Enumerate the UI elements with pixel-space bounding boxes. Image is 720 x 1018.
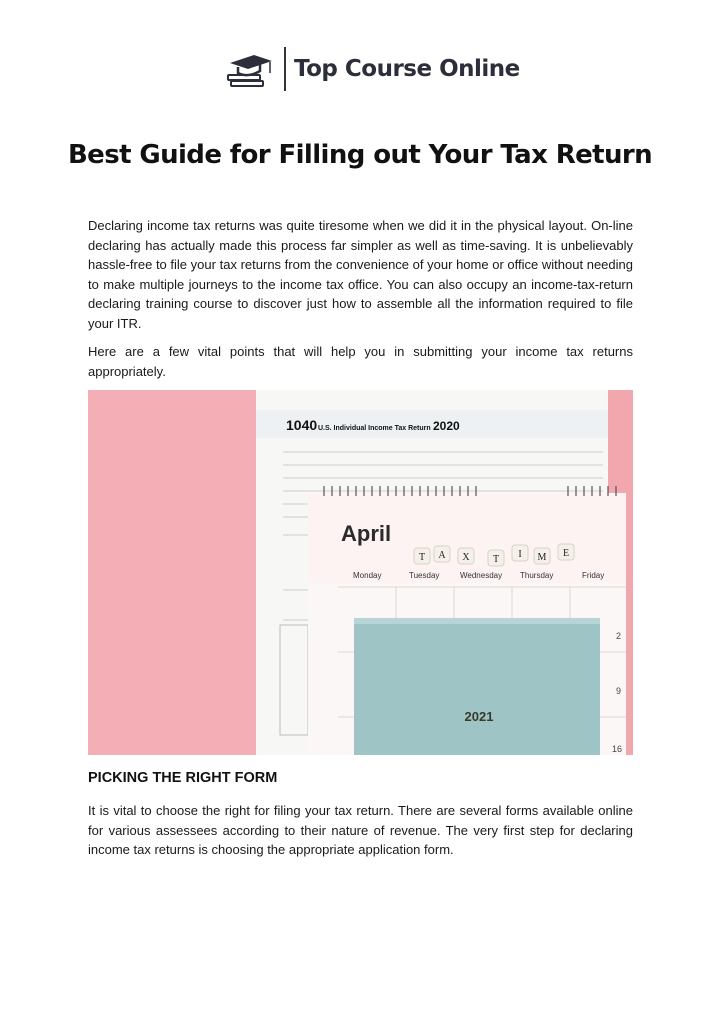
tile-letter: T — [418, 552, 426, 563]
brand-logo — [226, 46, 520, 92]
book-year: 2021 — [464, 709, 494, 724]
weekday-label: Tuesday — [409, 571, 440, 580]
tile-letter: X — [462, 552, 470, 563]
tile-letter: M — [537, 552, 547, 563]
calendar-date: 2 — [616, 631, 622, 641]
notebook-2021 — [354, 618, 600, 755]
tax-return-photo — [88, 390, 633, 755]
weekday-label: Monday — [353, 571, 382, 580]
weekday-label: Friday — [582, 571, 605, 580]
calendar-date: 16 — [612, 744, 623, 754]
form-year: 2020 — [433, 419, 460, 433]
logo-divider — [284, 47, 286, 91]
tile-letter: E — [562, 548, 570, 559]
graduation-cap-books-icon — [226, 49, 274, 89]
form-title: U.S. Individual Income Tax Return — [318, 425, 431, 432]
tile-letter: T — [492, 554, 500, 565]
intro-paragraph-1: Declaring income tax returns was quite tiresome when we did it in the physical layout. On-line declaring has actually made this process far simpler as well as time-saving. It is unbelievably hassle-free to file your tax returns from the convenience of your home or office without needing to make multiple journeys to the income tax office. You can also occupy an income-tax-return declaring training course to discover just how to assemble all the information required to file your ITR. — [88, 218, 633, 331]
form-number: 1040 — [286, 417, 318, 433]
calendar-date: 9 — [616, 686, 622, 696]
calendar-month: April — [341, 521, 392, 546]
brand-name: Top Course Online — [294, 56, 520, 82]
section-heading: PICKING THE RIGHT FORM — [88, 770, 278, 786]
tile-letter: A — [438, 550, 446, 561]
section-paragraph: It is vital to choose the right for filing your tax return. There are several forms available online for various assessees according to their nature of revenue. The very first step for declaring income tax returns is choosing the appropriate application form. — [88, 803, 633, 858]
tile-letter: I — [518, 549, 522, 560]
page-title: Best Guide for Filling out Your Tax Return — [67, 140, 653, 170]
weekday-label: Wednesday — [460, 571, 503, 580]
weekday-label: Thursday — [520, 571, 554, 580]
intro-paragraph-2: Here are a few vital points that will help you in submitting your income tax returns appropriately. — [88, 344, 633, 379]
